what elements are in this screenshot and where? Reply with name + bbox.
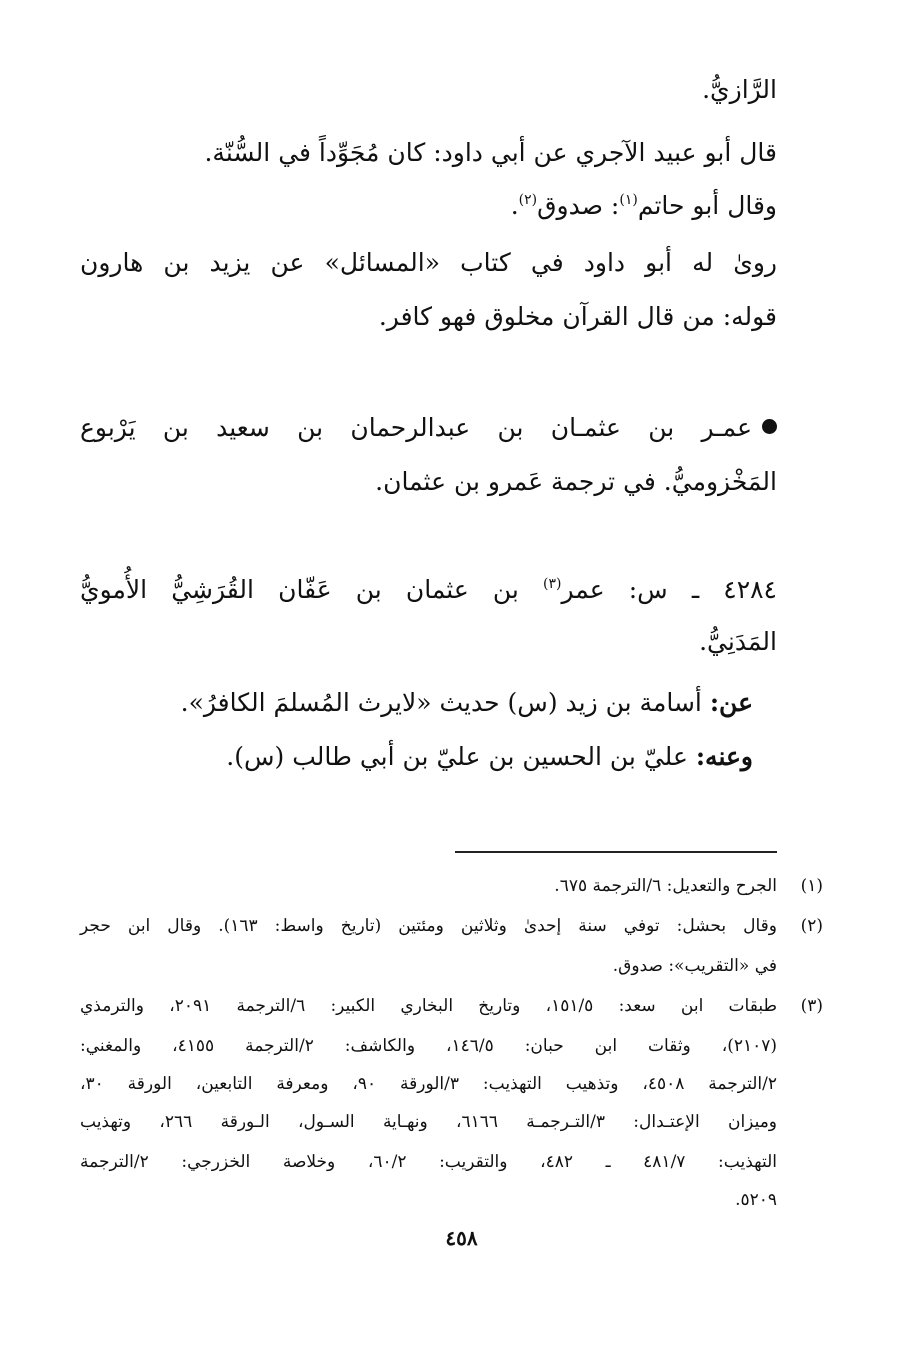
footnote-ref: (١)	[619, 192, 638, 208]
footnote-number: (٣)	[800, 996, 823, 1016]
footnote-text: ٢/الترجمة ٤٥٠٨، وتذهيب التهذيب: ٣/الورقة ٩٠، ومعرفة التابعين، الورقة ٣٠،	[80, 1074, 777, 1094]
line-text: وقال أبو حاتم	[637, 191, 777, 220]
line-text: قوله: من قال القرآن مخلوق فهو كافر.	[378, 302, 777, 331]
bullet-icon	[762, 419, 777, 434]
line-text: المَخْزوميُّ. في ترجمة عَمرو بن عثمان.	[375, 467, 777, 496]
text-line	[226, 737, 753, 777]
footnote	[80, 870, 823, 902]
footnote-number: (٢)	[800, 916, 823, 936]
text-line	[379, 297, 777, 337]
page-number: ٤٥٨	[445, 1226, 478, 1250]
footnote-ref: (٣)	[543, 576, 562, 592]
line-text: روىٰ له أبو داود في كتاب «المسائل» عن يزيد بن هارون	[80, 248, 777, 277]
footnote-number: (١)	[800, 876, 823, 896]
footnote-text: في «التقريب»: صدوق.	[612, 956, 777, 976]
footnote-text: الجرح والتعديل: ٦/الترجمة ٦٧٥.	[554, 876, 777, 896]
footnote-text: طبقات ابن سعد: ١٥١/٥، وتاريخ البخاري الكبير: ٦/الترجمة ٢٠٩١، والترمذي	[80, 996, 777, 1016]
footnote-line	[80, 1106, 777, 1138]
footnote-text: وميزان الإعتـدال: ٣/التـرجمـة ٦١٦٦، ونهـاية السـول، الـورقة ٢٦٦، وتهذيب	[80, 1112, 778, 1132]
footnote-text: التهذيب: ٤٨١/٧ ـ ٤٨٢، والتقريب: ٦٠/٢، وخلاصة الخزرجي: ٢/الترجمة	[80, 1152, 777, 1172]
section-label: عن:	[709, 688, 753, 717]
footnote-divider	[455, 851, 777, 853]
footnote-text: وقال بحشل: توفي سنة إحدىٰ وثلاثين ومئتين (تاريخ واسط: ١٦٣). وقال ابن حجر	[80, 916, 778, 936]
text-line	[375, 462, 777, 502]
footnote-line	[80, 950, 777, 982]
line-text: عمـر بن عثمـان بن عبدالرحمان بن سعيد بن يَرْبوع	[80, 413, 752, 442]
footnote-line	[80, 1068, 777, 1100]
footnote-line	[80, 1030, 777, 1062]
line-text: الرَّازيُّ.	[702, 75, 777, 104]
text-line	[511, 186, 777, 226]
line-text: عليّ بن الحسين بن عليّ بن أبي طالب (س).	[226, 742, 696, 771]
footnote-text: (٢١٠٧)، وثقات ابن حبان: ١٤٦/٥، والكاشف: ٢/الترجمة ٤١٥٥، والمغني:	[80, 1036, 778, 1056]
footnote-ref: (٢)	[518, 192, 538, 208]
line-text: المَدَنِيُّ.	[699, 627, 777, 656]
text-line	[702, 70, 777, 110]
entry-heading	[80, 570, 777, 610]
text-line	[699, 622, 777, 662]
entry-heading	[80, 408, 777, 448]
footnote	[80, 990, 823, 1022]
footnote-line	[80, 1184, 777, 1216]
footnote-text: ٥٢٠٩.	[735, 1190, 777, 1210]
line-text: : صدوق	[537, 191, 620, 220]
line-text: قال أبو عبيد الآجري عن أبي داود: كان مُجَوِّداً في السُّنّة.	[204, 138, 777, 167]
line-text: بن عثمان بن عَفّان القُرَشِيُّ الأُمويُّ	[80, 575, 543, 604]
line-text: .	[510, 191, 519, 220]
footnote	[80, 910, 823, 942]
text-line	[80, 243, 777, 283]
line-text: ٤٢٨٤ ـ س: عمر	[561, 575, 777, 604]
footnote-line	[80, 1146, 777, 1178]
text-line	[204, 133, 777, 173]
text-line	[181, 683, 753, 723]
section-label: وعنه:	[695, 742, 753, 771]
line-text: أسامة بن زيد (س) حديث «لايرث المُسلمَ الكافرُ».	[180, 688, 710, 717]
